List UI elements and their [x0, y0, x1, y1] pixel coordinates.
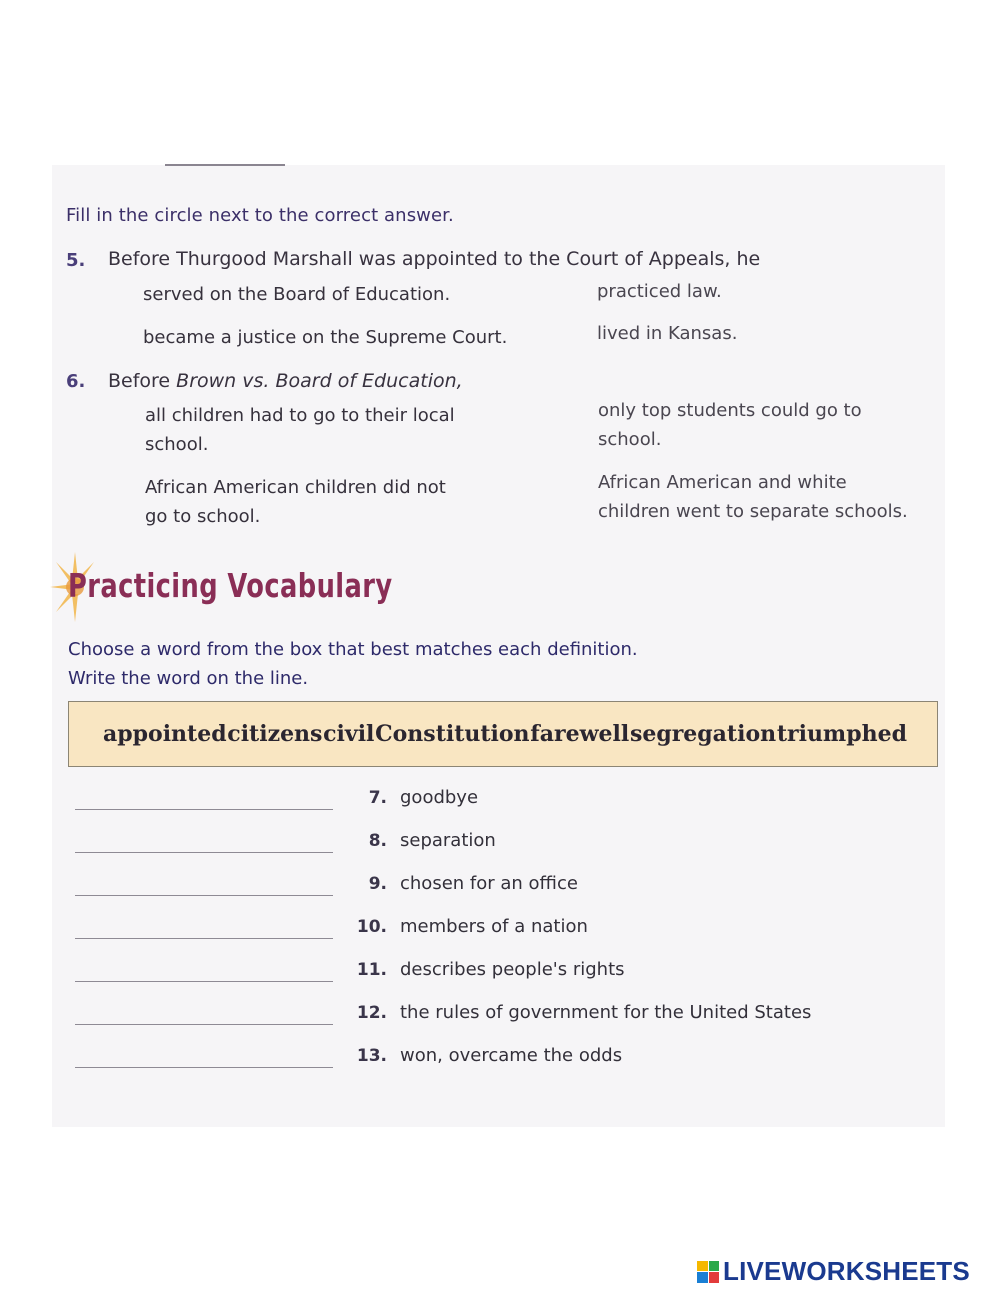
answer-line[interactable] [75, 938, 333, 939]
option-line: school. [598, 429, 662, 450]
top-divider [165, 164, 285, 166]
liveworksheets-brand[interactable] [697, 1256, 970, 1287]
word-box [68, 701, 938, 767]
question-6-prompt-italic: Brown vs. Board of Education, [176, 370, 463, 392]
liveworksheets-logo-icon [697, 1261, 719, 1283]
item-definition: members of a nation [400, 916, 588, 937]
option-line: children went to separate schools. [598, 501, 908, 522]
question-5-option-b[interactable]: practiced law. [597, 281, 722, 302]
item-definition: the rules of government for the United States [400, 1002, 812, 1023]
option-line: go to school. [145, 506, 261, 527]
item-number: 7. [368, 788, 387, 808]
item-definition: chosen for an office [400, 873, 578, 894]
answer-line[interactable] [75, 895, 333, 896]
answer-line[interactable] [75, 852, 333, 853]
question-5-prompt: Before Thurgood Marshall was appointed to the Court of Appeals, he [108, 248, 761, 270]
item-definition: goodbye [400, 787, 479, 808]
question-6-option-a[interactable] [145, 401, 455, 459]
item-number: 13. [356, 1046, 387, 1066]
vocab-item-11 [75, 959, 875, 989]
word-segregation: segregation [629, 721, 777, 747]
question-6-option-d[interactable] [598, 468, 908, 526]
question-5-option-d[interactable]: lived in Kansas. [597, 323, 738, 344]
vocab-instruction-2: Write the word on the line. [68, 668, 309, 689]
word-triumphed: triumphed [776, 721, 907, 747]
answer-line[interactable] [75, 981, 333, 982]
question-6-prompt-start: Before [108, 370, 177, 392]
option-line: African American and white [598, 472, 847, 493]
word-civil: civil [323, 721, 375, 747]
word-farewell: farewell [530, 721, 630, 747]
vocab-item-13 [75, 1045, 875, 1075]
option-line: African American children did not [145, 477, 446, 498]
option-line: all children had to go to their local [145, 405, 455, 426]
item-definition: won, overcame the odds [400, 1045, 623, 1066]
option-line: only top students could go to [598, 400, 862, 421]
item-number: 9. [368, 874, 387, 894]
item-number: 12. [356, 1003, 387, 1023]
item-definition: separation [400, 830, 496, 851]
section-heading: Practicing Vocabulary [68, 566, 393, 605]
item-definition: describes people's rights [400, 959, 625, 980]
question-5-option-c[interactable]: became a justice on the Supreme Court. [143, 327, 508, 348]
answer-line[interactable] [75, 1024, 333, 1025]
answer-line[interactable] [75, 809, 333, 810]
option-line: school. [145, 434, 209, 455]
vocab-item-7 [75, 787, 875, 817]
vocab-instruction-1: Choose a word from the box that best matches each definition. [68, 639, 638, 660]
question-6-option-c[interactable] [145, 473, 446, 531]
question-6-prompt [108, 370, 463, 392]
answer-line[interactable] [75, 1067, 333, 1068]
question-5-option-a[interactable]: served on the Board of Education. [143, 284, 451, 305]
word-citizens: citizens [227, 721, 323, 747]
quiz-instruction: Fill in the circle next to the correct answer. [66, 205, 454, 226]
question-6-option-b[interactable] [598, 396, 862, 454]
item-number: 10. [356, 917, 387, 937]
brand-text: LIVEWORKSHEETS [723, 1256, 970, 1286]
question-5-number: 5. [66, 250, 86, 271]
vocab-item-9 [75, 873, 875, 903]
vocab-item-10 [75, 916, 875, 946]
question-6-number: 6. [66, 371, 86, 392]
word-appointed: appointed [103, 721, 227, 747]
item-number: 8. [368, 831, 387, 851]
word-constitution: Constitution [375, 721, 530, 747]
vocab-item-8 [75, 830, 875, 860]
vocab-item-12 [75, 1002, 875, 1032]
item-number: 11. [356, 960, 387, 980]
